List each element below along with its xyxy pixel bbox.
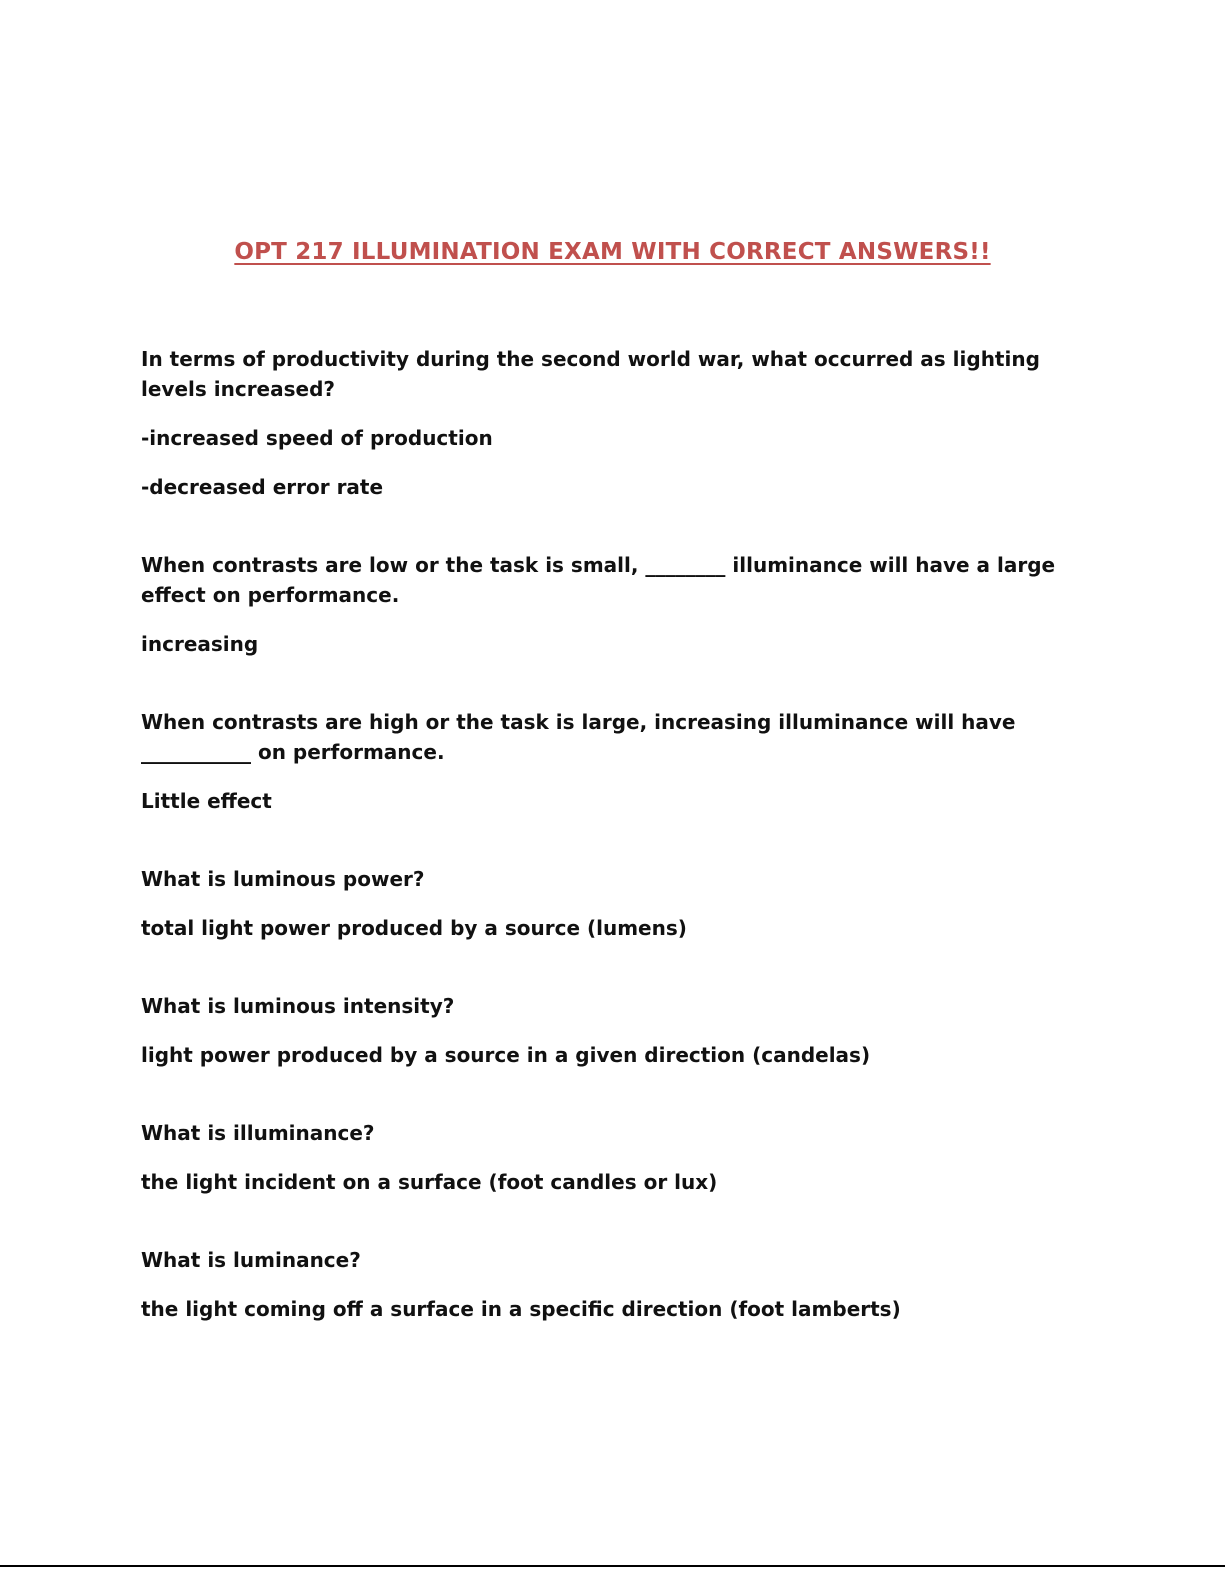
qa-item [141,550,1101,659]
question-text: When contrasts are high or the task is large, increasing illuminance will have ___________ on performance. [141,710,1016,764]
answer-text: Little effect [141,789,272,813]
question-text: What is luminous power? [141,867,425,891]
qa-list [141,344,1101,1361]
answer-text: increasing [141,632,259,656]
qa-item [141,1118,1101,1197]
question-text: In terms of productivity during the second world war, what occurred as lighting levels increased? [141,347,1040,401]
qa-item [141,991,1101,1070]
answer-text: the light coming off a surface in a specific direction (foot lamberts) [141,1297,901,1321]
document-title: OPT 217 ILLUMINATION EXAM WITH CORRECT ANSWERS!! [234,239,991,265]
answer-text: total light power produced by a source (lumens) [141,916,687,940]
question-text: What is illuminance? [141,1121,375,1145]
answer-text: -increased speed of production [141,426,493,450]
page-bottom-divider [0,1565,1225,1567]
question-text: What is luminous intensity? [141,994,455,1018]
qa-item [141,707,1101,816]
answer-text: the light incident on a surface (foot candles or lux) [141,1170,718,1194]
question-text: What is luminance? [141,1248,361,1272]
answer-text: light power produced by a source in a given direction (candelas) [141,1043,871,1067]
question-text: When contrasts are low or the task is small, ________ illuminance will have a large effect on performance. [141,553,1056,607]
qa-item [141,864,1101,943]
qa-item [141,1245,1101,1324]
answer-text: -decreased error rate [141,475,384,499]
qa-item [141,344,1101,502]
